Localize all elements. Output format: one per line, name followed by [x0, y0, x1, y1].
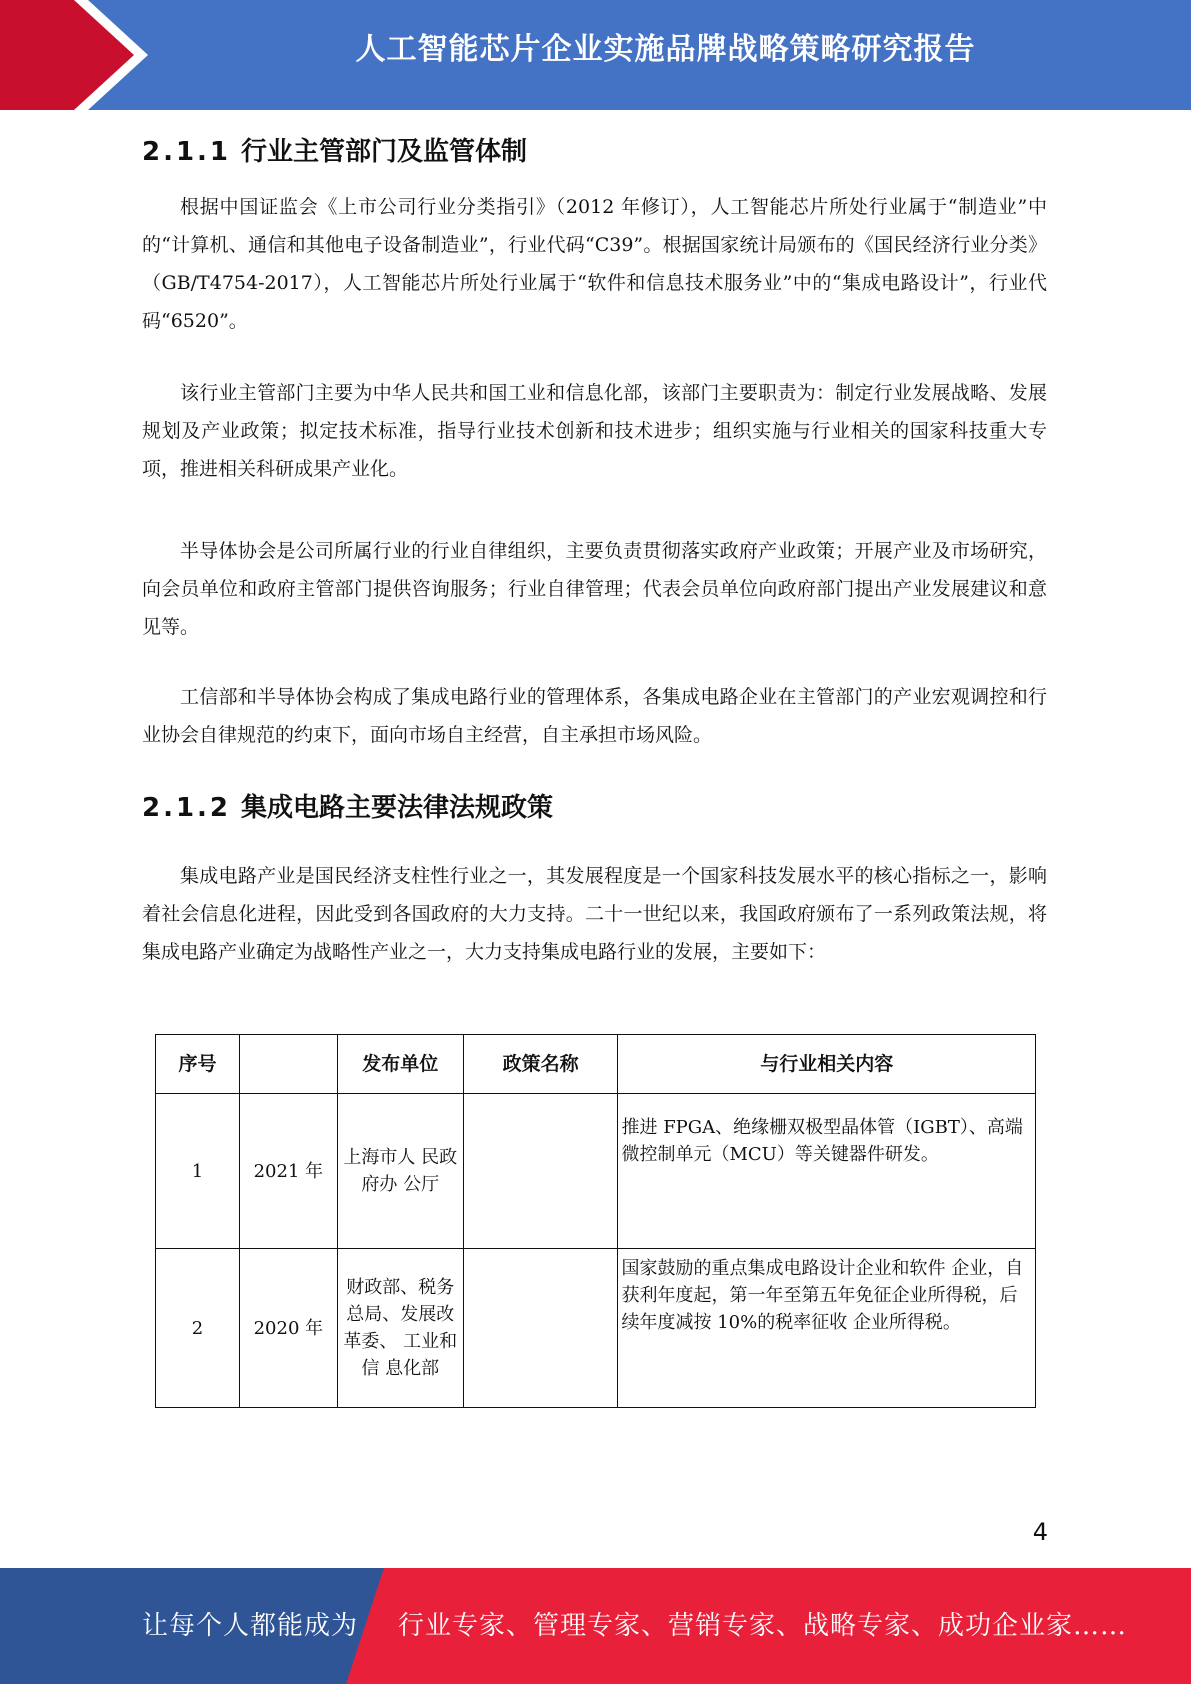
header-band — [0, 0, 1191, 110]
header-issuer: 发布单位 — [337, 1035, 463, 1094]
header-content: 与行业相关内容 — [618, 1035, 1036, 1094]
cell-issuer: 上海市人 民政府办 公厅 — [337, 1094, 463, 1249]
section-heading-2-1-1 — [142, 131, 527, 168]
cell-policy-name — [463, 1094, 618, 1249]
footer-slogan-right: 行业专家、管理专家、营销专家、战略专家、成功企业家…… — [398, 1611, 1128, 1641]
cell-policy-name — [463, 1249, 618, 1408]
paragraph-management-system: 工信部和半导体协会构成了集成电路行业的管理体系，各集成电路企业在主管部门的产业宏观调控和行业协会自律规范的约束下，面向市场自主经营，自主承担市场风险。 — [142, 686, 1047, 746]
section-heading-2-1-2 — [142, 787, 553, 824]
section-number: 2.1.1 — [142, 137, 232, 167]
cell-year: 2021 年 — [239, 1094, 337, 1249]
paragraph-classification: 根据中国证监会《上市公司行业分类指引》（2012 年修订），人工智能芯片所处行业属于“制造业”中的“计算机、通信和其他电子设备制造业”，行业代码“C39”。根据国家统计局颁布的《国民经济行业分类》（GB/T4754-2017），人工智能芯片所处行业属于“软件和信息技术服务业”中的“集成电路设计”，行业代码“6520”。 — [142, 196, 1047, 332]
cell-content: 推进 FPGA、绝缘栅双极型晶体管（IGBT）、高端微控制单元（MCU）等关键器件研发。 — [618, 1094, 1036, 1249]
table-row — [156, 1094, 1036, 1249]
section-title: 集成电路主要法律法规政策 — [241, 793, 554, 823]
cell-no: 1 — [156, 1094, 240, 1249]
section-title: 行业主管部门及监管体制 — [241, 137, 528, 167]
cell-content: 国家鼓励的重点集成电路设计企业和软件 企业，自获利年度起，第一年至第五年免征企业所得税，后续年度减按 10%的税率征收 企业所得税。 — [618, 1249, 1036, 1408]
section-number: 2.1.2 — [142, 793, 232, 823]
paragraph-authority: 该行业主管部门主要为中华人民共和国工业和信息化部，该部门主要职责为：制定行业发展战略、发展规划及产业政策；拟定技术标准，指导行业技术创新和技术进步；组织实施与行业相关的国家科技重大专项，推进相关科研成果产业化。 — [142, 382, 1047, 480]
header-chevron-decoration — [0, 0, 150, 110]
footer-slogan-left: 让每个人都能成为 — [142, 1611, 359, 1641]
paragraph-association: 半导体协会是公司所属行业的行业自律组织，主要负责贯彻落实政府产业政策；开展产业及市场研究，向会员单位和政府主管部门提供咨询服务；行业自律管理；代表会员单位向政府部门提出产业发展建议和意见等。 — [142, 540, 1047, 638]
page-number: 4 — [1032, 1518, 1048, 1546]
header-policy-name: 政策名称 — [463, 1035, 618, 1094]
paragraph-policy-intro: 集成电路产业是国民经济支柱性行业之一，其发展程度是一个国家科技发展水平的核心指标之一，影响着社会信息化进程，因此受到各国政府的大力支持。二十一世纪以来，我国政府颁布了一系列政策法规，将集成电路产业确定为战略性产业之一，大力支持集成电路行业的发展，主要如下： — [142, 865, 1047, 963]
policy-table — [155, 1034, 1036, 1408]
cell-no: 2 — [156, 1249, 240, 1408]
report-title: 人工智能芯片企业实施品牌战略策略研究报告 — [355, 32, 976, 67]
footer-band — [0, 1568, 1191, 1684]
header-no: 序号 — [156, 1035, 240, 1094]
cell-year: 2020 年 — [239, 1249, 337, 1408]
cell-issuer: 财政部、税务总局、发展改革委、 工业和信 息化部 — [337, 1249, 463, 1408]
table-row — [156, 1249, 1036, 1408]
header-year — [239, 1035, 337, 1094]
table-header-row — [156, 1035, 1036, 1094]
